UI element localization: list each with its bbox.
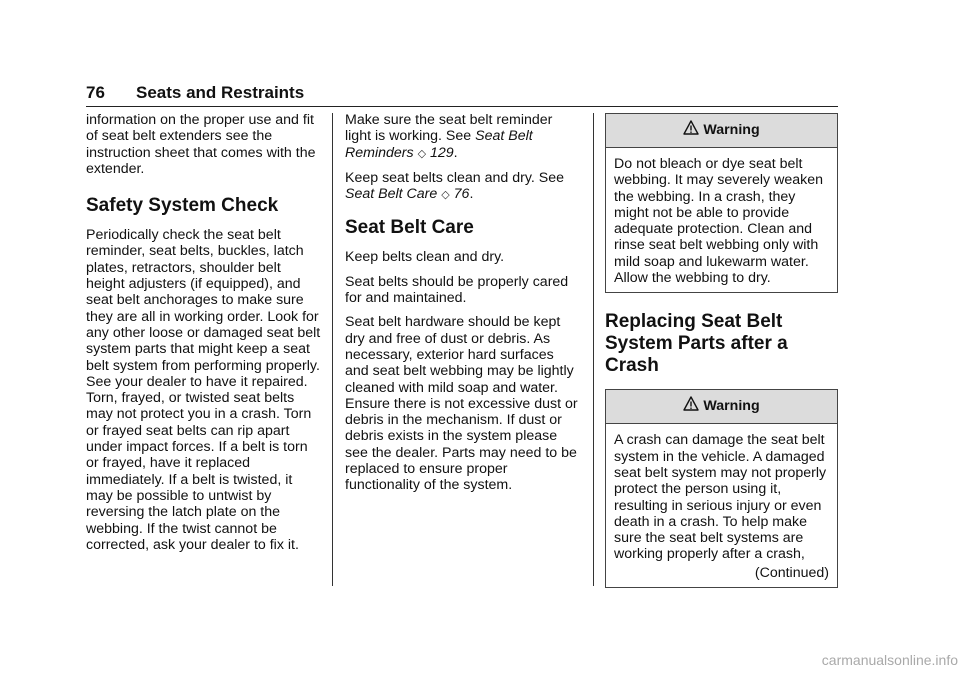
section-title: Seats and Restraints bbox=[136, 83, 305, 102]
page-number: 76 bbox=[86, 83, 105, 102]
column-divider-right bbox=[593, 113, 594, 586]
warning-icon bbox=[683, 120, 699, 136]
reminder-page-ref[interactable]: 129 bbox=[429, 144, 454, 161]
warning-body: Do not bleach or dye seat belt webbing. It may severely weaken the webbing. In a crash, they might not be able to provide adequate protection. Clean and rinse seat belt webbing only with mild soap and lukewarm water. Allow the webbing to dry. bbox=[614, 156, 823, 287]
reminder-link[interactable]: Seat Belt Reminders bbox=[345, 128, 533, 161]
continued-label: (Continued) bbox=[754, 564, 829, 581]
safety-check-body: Periodically check the seat belt reminder, seat belts, buckles, latch plates, retractors, shoulder belt height adjusters (if equipped), and seat belt anchorages to make sure they are all in working order. Look for any other loose or damaged seat belt system parts that might keep a seat belt system from performing properly. See your dealer to have it repaired. Torn, frayed, or twisted seat belts may not protect you in a crash. Torn or frayed seat belts can rip apart under impact forces. If a belt is torn or frayed, have it replaced immediately. If a belt is twisted, it may be possible to untwist by reversing the latch plate on the webbing. If the twist cannot be corrected, ask your dealer to fix it. bbox=[86, 227, 321, 553]
care-paragraph-3: Seat belt hardware should be kept dry and free of dust or debris. As necessary, exterior hard surfaces and seat belt webbing may be lightly cleaned with mild soap and water. Ensure there is not excessive dust or debris in the mechanism. If dust or debris exists in the system please see the dealer. Parts may need to be replaced to ensure proper functionality of the system. bbox=[345, 314, 578, 494]
column-3 bbox=[605, 113, 838, 588]
header-rule bbox=[86, 106, 838, 107]
column-divider-left bbox=[332, 113, 333, 586]
intro-paragraph: information on the proper use and fit of seat belt extenders see the instruction sheet that comes with the extender. bbox=[86, 112, 316, 177]
warning-text: A crash can damage the seat belt system in the vehicle. A damaged seat belt system may not properly protect the person using it, resulting in serious injury or even death in a crash. To help make sure the seat belt systems are working properly after a crash, bbox=[614, 432, 827, 563]
warning-body bbox=[606, 424, 837, 587]
seat-belt-care-heading: Seat Belt Care bbox=[345, 217, 474, 239]
warning-icon bbox=[683, 396, 699, 412]
column-2 bbox=[345, 112, 581, 502]
clean-text: Keep seat belts clean and dry. See bbox=[345, 169, 564, 186]
warning-header bbox=[606, 390, 837, 424]
warning-header bbox=[606, 114, 837, 148]
seat-belt-care-page-ref[interactable]: 76 bbox=[453, 186, 470, 203]
replacing-parts-heading: Replacing Seat Belt System Parts after a Crash bbox=[605, 311, 788, 377]
page-ref-icon: ◇ bbox=[441, 189, 450, 202]
warning-box-crash bbox=[605, 389, 838, 588]
seat-belt-care-link[interactable]: Seat Belt Care bbox=[345, 186, 438, 203]
page-ref-icon: ◇ bbox=[417, 147, 427, 160]
watermark: carmanualsonline.info bbox=[821, 652, 958, 668]
page-header bbox=[86, 82, 838, 104]
clean-paragraph: Keep seat belts clean and dry. See Seat Belt Care ◇ 76. bbox=[345, 169, 564, 203]
care-paragraph-1: Keep belts clean and dry. bbox=[345, 249, 505, 266]
reminder-text: Make sure the seat belt reminder light is working. See bbox=[345, 112, 553, 145]
warning-box-bleach bbox=[605, 113, 838, 293]
reminder-paragraph: Make sure the seat belt reminder light is working. See Seat Belt Reminders ◇ 129. bbox=[345, 112, 553, 161]
warning-title: Warning bbox=[703, 122, 760, 138]
warning-title: Warning bbox=[703, 398, 760, 415]
care-paragraph-2: Seat belts should be properly cared for and maintained. bbox=[345, 273, 569, 307]
column-1 bbox=[86, 112, 322, 561]
safety-check-heading: Safety System Check bbox=[86, 195, 279, 217]
